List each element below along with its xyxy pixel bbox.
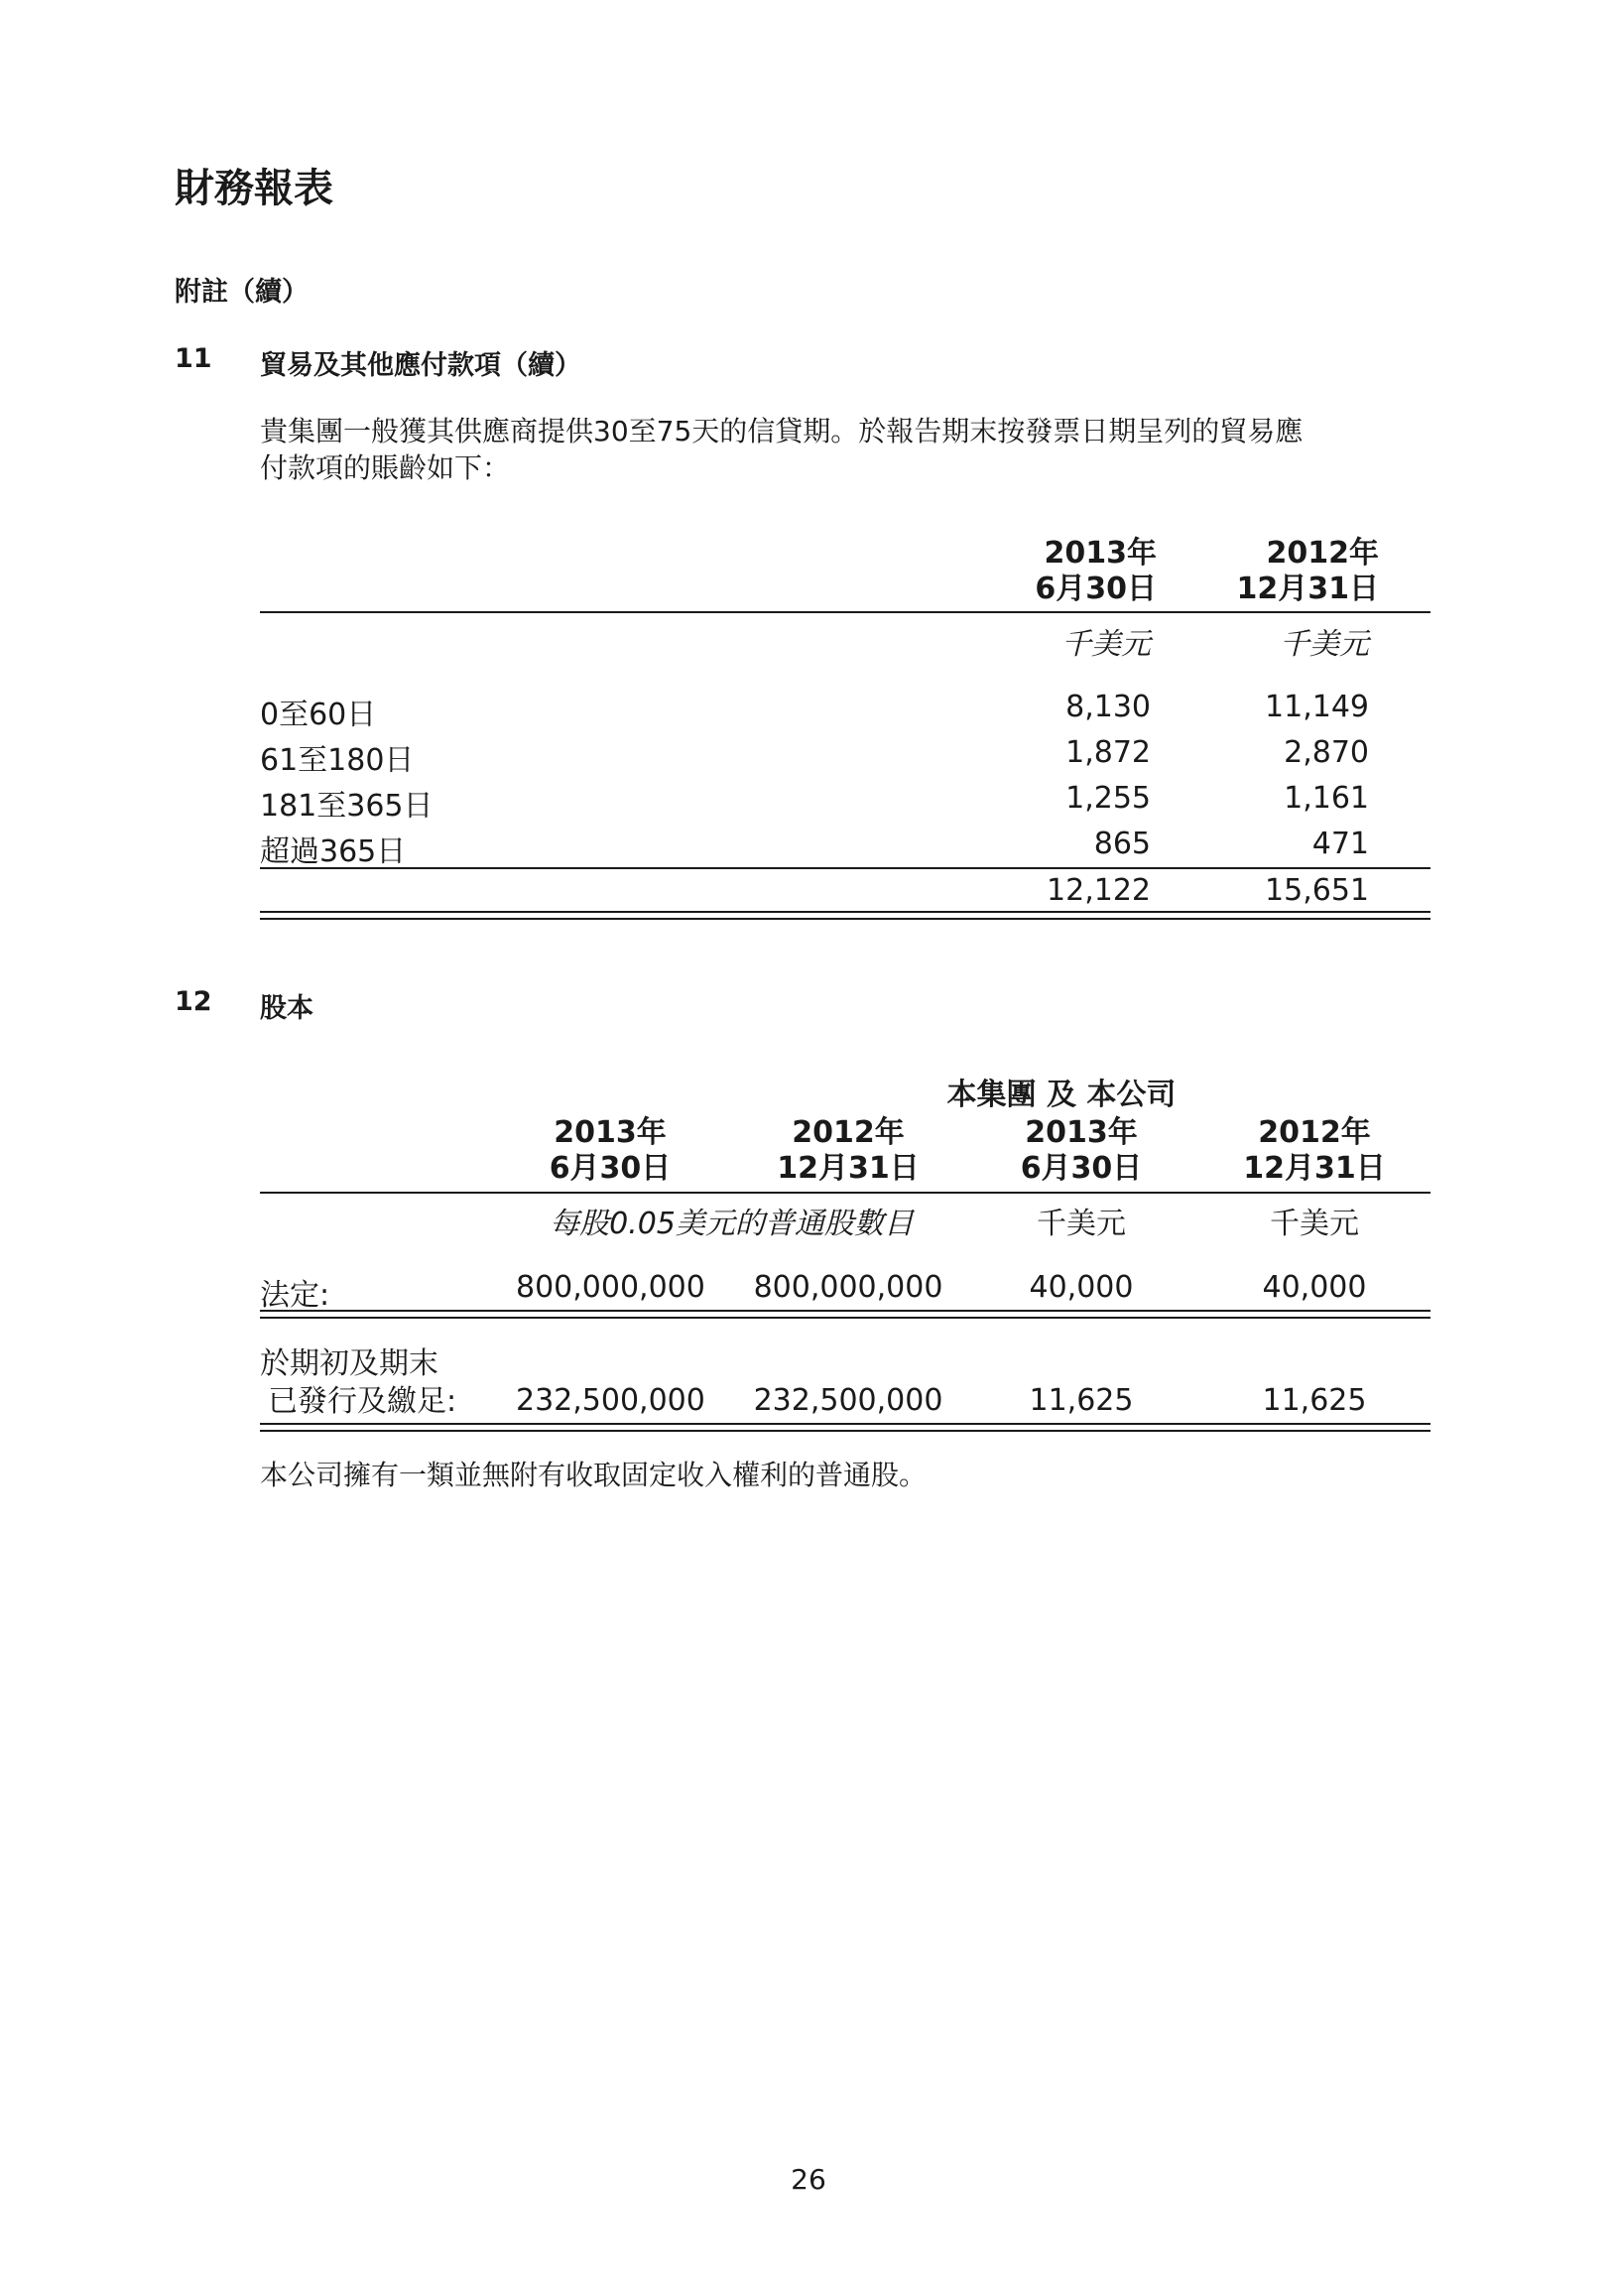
page-title: 財務報表: [175, 166, 333, 211]
col-year: 2013年: [554, 1115, 667, 1150]
col-header: [1215, 1115, 1414, 1187]
col-date: 12月31日: [777, 1151, 920, 1186]
col-header: [992, 1115, 1171, 1187]
unit-label: 千美元: [1280, 627, 1369, 662]
col-header-2012: [1210, 536, 1379, 607]
row-value: 800,000,000: [516, 1270, 705, 1305]
col-year: 2013年: [1025, 1115, 1138, 1150]
authorised-double-rule: [260, 1310, 1431, 1319]
col-year: 2012年: [1258, 1115, 1371, 1150]
col-header-2013: [992, 536, 1157, 607]
row-label: 法定:: [260, 1278, 330, 1313]
row-value: 1,872: [1065, 735, 1151, 770]
col-date: 12月31日: [1236, 572, 1379, 606]
page-number: 26: [791, 2163, 826, 2196]
subtotal-rule: [260, 867, 1431, 869]
row-value: 11,625: [1029, 1383, 1134, 1418]
unit-label: 千美元: [1270, 1207, 1359, 1241]
row-value: 40,000: [1029, 1270, 1134, 1305]
row-value: 40,000: [1262, 1270, 1367, 1305]
row-label: 0至60日: [260, 698, 377, 732]
row-value: 11,625: [1262, 1383, 1367, 1418]
col-year: 2012年: [792, 1115, 905, 1150]
section-heading: 附註（續）: [175, 277, 309, 308]
header-rule: [260, 1192, 1431, 1194]
col-year: 2013年: [1044, 536, 1157, 571]
row-value: 232,500,000: [516, 1383, 705, 1418]
unit-label: 每股0.05美元的普通股數目: [550, 1207, 914, 1241]
row-label-line: 已發行及繳足:: [268, 1384, 457, 1419]
row-value: 2,870: [1284, 735, 1369, 770]
col-year: 2012年: [1266, 536, 1379, 571]
issued-double-rule: [260, 1423, 1431, 1432]
note-11-heading: 貿易及其他應付款項（續）: [260, 350, 581, 381]
row-value: 232,500,000: [753, 1383, 943, 1418]
note-11-paragraph: [260, 413, 1450, 486]
group-header: 本集團 及 本公司: [946, 1078, 1177, 1112]
row-label: 超過365日: [260, 834, 407, 869]
col-date: 6月30日: [549, 1151, 672, 1186]
row-value: 1,161: [1284, 781, 1369, 816]
row-value: 11,149: [1265, 690, 1369, 724]
total-value: 15,651: [1265, 873, 1369, 908]
col-header: [516, 1115, 704, 1187]
col-date: 12月31日: [1243, 1151, 1386, 1186]
row-value: 8,130: [1065, 690, 1151, 724]
header-rule: [260, 611, 1431, 613]
row-value: 800,000,000: [753, 1270, 943, 1305]
paragraph-line: 貴集團一般獲其供應商提供30至75天的信貸期。於報告期末按發票日期呈列的貿易應: [260, 415, 1304, 447]
note-11-number: 11: [175, 343, 212, 374]
col-date: 6月30日: [1020, 1151, 1143, 1186]
total-double-rule: [260, 911, 1431, 920]
row-label: 181至365日: [260, 789, 434, 824]
col-header: [749, 1115, 947, 1187]
unit-label: 千美元: [1061, 627, 1151, 662]
col-date: 6月30日: [1035, 572, 1157, 606]
note-12-heading: 股本: [260, 993, 313, 1024]
row-value: 471: [1311, 827, 1369, 861]
paragraph-line: 付款項的賬齡如下：: [260, 451, 511, 484]
unit-label: 千美元: [1037, 1207, 1126, 1241]
footnote: 本公司擁有一類並無附有收取固定收入權利的普通股。: [260, 1459, 928, 1491]
row-label: 61至180日: [260, 743, 415, 778]
row-label-line: 於期初及期末: [260, 1346, 438, 1381]
note-12-number: 12: [175, 986, 212, 1017]
total-value: 12,122: [1047, 873, 1151, 908]
row-value: 1,255: [1065, 781, 1151, 816]
row-value: 865: [1093, 827, 1151, 861]
issued-label: [260, 1345, 456, 1421]
